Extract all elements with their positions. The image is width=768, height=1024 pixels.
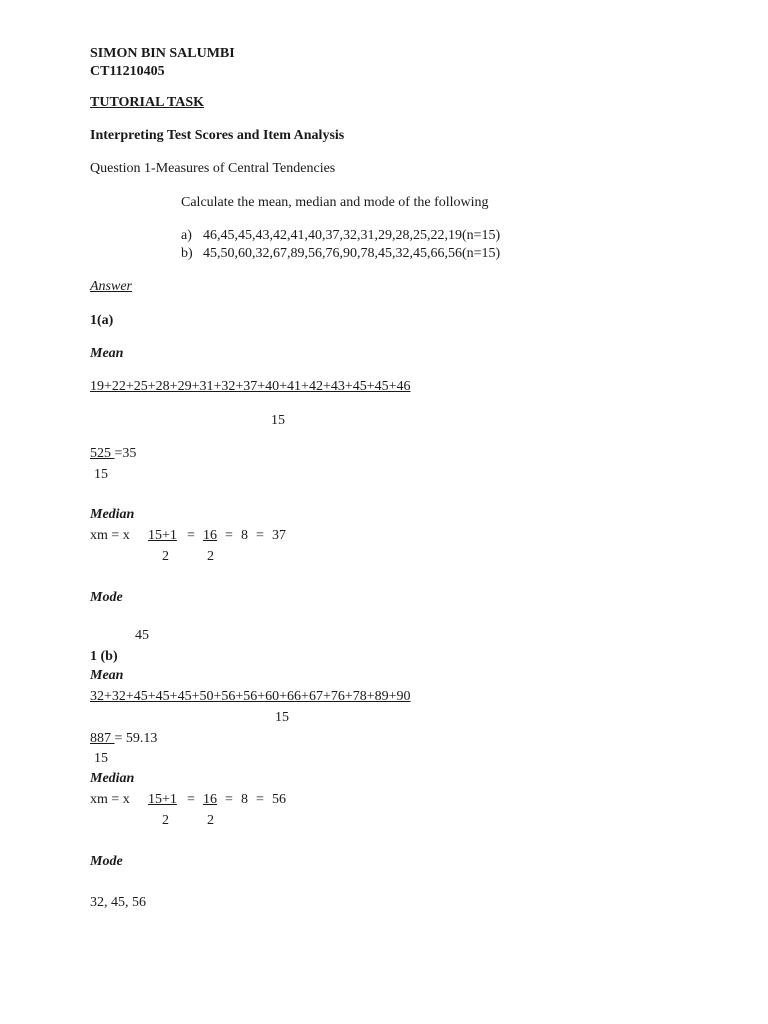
- student-name: SIMON BIN SALUMBI: [90, 46, 235, 61]
- part-a-median-eq1: =: [187, 528, 195, 543]
- item-a-label: a): [181, 228, 192, 243]
- part-a-mean-result: [90, 446, 136, 462]
- part-b-median-xm: xm = x: [90, 792, 130, 807]
- part-b-median-result: 56: [272, 792, 286, 807]
- task-heading: TUTORIAL TASK: [90, 95, 204, 110]
- question-instruction: Calculate the mean, median and mode of the following: [181, 195, 489, 210]
- part-a-median-xm: xm = x: [90, 528, 130, 543]
- part-b-median-frac1-num: 15+1: [148, 792, 177, 807]
- part-a-mean-numerator: 525: [90, 446, 115, 461]
- part-a-mean-heading: Mean: [90, 346, 124, 361]
- part-a-mean-divisor: 15: [271, 413, 285, 428]
- part-b-median-eq3: =: [256, 792, 264, 807]
- part-b-median-heading: Median: [90, 771, 135, 786]
- part-a-median-den2: 2: [207, 549, 214, 564]
- part-b-mean-equals: = 59.13: [114, 731, 158, 746]
- part-a-mean-sum: 19+22+25+28+29+31+32+37+40+41+42+43+45+45+46: [90, 379, 411, 394]
- part-b-mean-heading: Mean: [90, 668, 124, 683]
- answer-label: Answer: [90, 279, 132, 294]
- part-b-median-den1: 2: [162, 813, 169, 828]
- part-b-heading: 1 (b): [90, 649, 118, 664]
- item-a-data: 46,45,45,43,42,41,40,37,32,31,29,28,25,22,19(n=15): [203, 228, 501, 243]
- part-b-mean-result: [90, 731, 157, 747]
- item-b-label: b): [181, 246, 193, 261]
- part-a-median-den1: 2: [162, 549, 169, 564]
- part-a-median-result: 37: [272, 528, 286, 543]
- part-a-mean-denominator: 15: [94, 467, 108, 482]
- part-b-median-den2: 2: [207, 813, 214, 828]
- part-a-median-frac1-num: 15+1: [148, 528, 177, 543]
- part-a-mode-value: 45: [135, 628, 149, 643]
- part-a-median-eq2: =: [225, 528, 233, 543]
- part-b-median-frac2-num: 16: [203, 792, 217, 807]
- part-a-mean-equals: =35: [114, 446, 137, 461]
- part-b-mean-divisor: 15: [275, 710, 289, 725]
- part-b-mean-numerator: 887: [90, 731, 115, 746]
- part-b-median-val1: 8: [241, 792, 248, 807]
- part-b-mode-heading: Mode: [90, 854, 123, 869]
- item-b-data: 45,50,60,32,67,89,56,76,90,78,45,32,45,66,56(n=15): [203, 246, 501, 261]
- part-b-mode-value: 32, 45, 56: [90, 895, 146, 910]
- part-a-median-heading: Median: [90, 507, 135, 522]
- part-a-heading: 1(a): [90, 313, 114, 328]
- question-title: Question 1-Measures of Central Tendencies: [90, 161, 336, 176]
- document-subtitle: Interpreting Test Scores and Item Analysis: [90, 128, 345, 143]
- part-b-mean-denominator: 15: [94, 751, 108, 766]
- part-b-median-eq1: =: [187, 792, 195, 807]
- student-id: CT11210405: [90, 64, 165, 79]
- part-a-median-frac2-num: 16: [203, 528, 217, 543]
- part-a-median-eq3: =: [256, 528, 264, 543]
- part-a-mode-heading: Mode: [90, 590, 123, 605]
- part-a-median-val1: 8: [241, 528, 248, 543]
- part-b-median-eq2: =: [225, 792, 233, 807]
- part-b-mean-sum: 32+32+45+45+45+50+56+56+60+66+67+76+78+89+90: [90, 689, 411, 704]
